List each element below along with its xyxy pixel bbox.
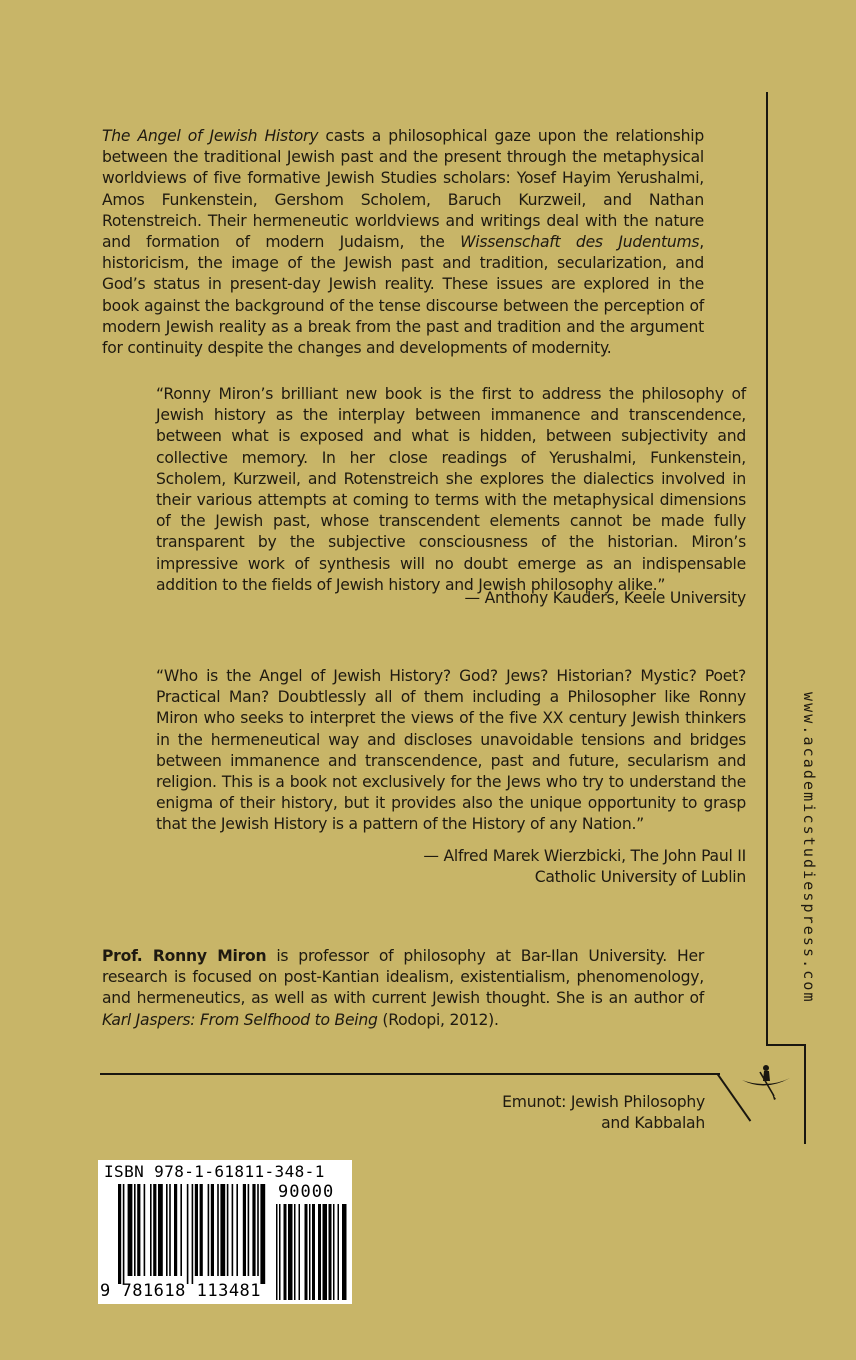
series-name	[440, 1092, 705, 1134]
attribution-line-1: — Alfred Marek Wierzbicki, The John Paul II	[423, 847, 746, 865]
addon-bar	[294, 1204, 296, 1300]
barcode-bar	[128, 1184, 133, 1276]
ean-number: 9 781618 113481	[100, 1281, 262, 1301]
decorative-right-rule	[804, 1044, 806, 1144]
barcode-bar	[192, 1184, 194, 1284]
barcode-bar	[144, 1184, 146, 1276]
barcode-bar	[227, 1184, 229, 1276]
addon-bar	[323, 1204, 328, 1300]
addon-bar	[284, 1204, 287, 1300]
boat-rower-icon	[738, 1062, 792, 1102]
addon-bar	[338, 1204, 340, 1300]
bio-text-2: (Rodopi, 2012).	[377, 1010, 499, 1029]
decorative-short-rule	[766, 1044, 806, 1046]
barcode-bar	[248, 1184, 250, 1276]
barcode-bar	[169, 1184, 171, 1276]
barcode-bar	[236, 1184, 238, 1276]
endorsement-attribution-2	[156, 846, 746, 888]
isbn-barcode	[98, 1160, 352, 1304]
barcode-bar	[180, 1184, 182, 1276]
description-text-2: , historicism, the image of the Jewish past and tradition, secularization, and God’s status in present-day Jewish reality. These issues are explored in the book against the background of the tense discourse between the perception of modern Jewish reality as a break from the past and tradition and the argument for continuity despite the changes and developments of modernity.	[102, 233, 704, 358]
book-description	[102, 126, 704, 359]
addon-bar	[342, 1204, 347, 1300]
bio-text-1: is professor of philosophy at Bar-Ilan University. Her research is focused on post-Kantian idealism, existentialism, phenomenology, and hermeneutics, as well as with current Jewish thought. She is an author of	[102, 947, 704, 1008]
price-addon-number: 90000	[278, 1182, 335, 1202]
addon-bar	[299, 1204, 301, 1300]
addon-bar	[279, 1204, 281, 1300]
barcode-bar	[123, 1184, 125, 1284]
barcode-bar	[134, 1184, 136, 1276]
barcode-bar	[153, 1184, 156, 1276]
barcode-bar	[232, 1184, 234, 1276]
addon-bar	[333, 1204, 335, 1300]
author-name: Prof. Ronny Miron	[102, 947, 267, 965]
barcode-bar	[243, 1184, 246, 1276]
barcode-bar	[118, 1184, 121, 1284]
barcode-bar	[211, 1184, 214, 1276]
addon-bar	[288, 1204, 293, 1300]
barcode-bar	[220, 1184, 225, 1276]
barcode-bar	[137, 1184, 140, 1276]
isbn-label: ISBN 978-1-61811-348-1	[104, 1162, 325, 1181]
barcode-bar	[217, 1184, 219, 1276]
book-title: The Angel of Jewish History	[102, 127, 319, 145]
series-line-2: and Kabbalah	[601, 1114, 705, 1133]
author-bio	[102, 946, 704, 1031]
addon-bar	[318, 1204, 321, 1300]
author-book-title: Karl Jaspers: From Selfhood to Being	[102, 1010, 378, 1029]
endorsement-quote-1: “Ronny Miron’s brilliant new book is the first to address the philosophy of Jewish history as the interplay between immanence and transcendence, between what is exposed and what is hidden, between subjectivity and collective memory. In her close readings of Yerushalmi, Funkenstein, Scholem, Kurzweil, and Rotenstreich she explores the dialectics involved in their various attempts at coming to terms with the metaphysical dimensions of the Jewish past, whose transcendent elements cannot be made fully transparent by the subjective consciousness of the historian. Miron’s impressive work of synthesis will no doubt emerge as an indispensable addition to the fields of Jewish history and Jewish philosophy alike.”	[156, 385, 746, 594]
attribution-line-2: Catholic University of Lublin	[534, 868, 746, 887]
series-line-1: Emunot: Jewish Philosophy	[502, 1093, 705, 1111]
barcode-bar	[260, 1184, 265, 1284]
description-text-1: casts a philosophical gaze upon the relationship between the traditional Jewish past and the present through the metaphysical worldviews of five formative Jewish Studies scholars: Yosef Hayim Yerushalmi, Amos Funkenstein, Gershom Scholem, Baruch Kurzweil, and Nathan Rotenstreich. Their hermeneutic worldviews and writings deal with the nature and formation of modern Judaism, the	[102, 127, 704, 252]
barcode-bar	[187, 1184, 189, 1284]
barcode-bar	[174, 1184, 177, 1276]
barcode-bar	[257, 1184, 259, 1276]
barcode-bar	[150, 1184, 152, 1276]
barcode-bar	[158, 1184, 163, 1276]
barcode-bar	[195, 1184, 198, 1276]
barcode-bar	[208, 1184, 210, 1276]
barcode-bar	[166, 1184, 168, 1276]
addon-bar	[312, 1204, 315, 1300]
barcode-bar	[252, 1184, 255, 1276]
addon-bar	[329, 1204, 332, 1300]
addon-bar	[309, 1204, 311, 1300]
addon-bar	[305, 1204, 308, 1300]
wissenschaft-term: Wissenschaft des Judentums	[460, 233, 700, 252]
barcode-bar	[200, 1184, 203, 1276]
addon-bar	[276, 1204, 278, 1300]
publisher-url[interactable]: www.academicstudiespress.com	[800, 692, 818, 1004]
decorative-horizontal-rule	[100, 1073, 720, 1075]
endorsement-attribution-1: — Anthony Kauders, Keele University	[464, 589, 746, 607]
endorsement-quote-2: “Who is the Angel of Jewish History? God? Jews? Historian? Mystic? Poet? Practical Man? Doubtlessly all of them including a Philosopher like Ronny Miron who seeks to interpret the views of the five XX century Jewish thinkers in the hermeneutical way and discloses unavoidable tensions and bridges between immanence and transcendence, past and future, secularism and religion. This is a book not exclusively for the Jews who try to understand the enigma of their history, but it provides also the unique opportunity to grasp that the Jewish History is a pattern of the History of any Nation.”	[156, 667, 746, 834]
